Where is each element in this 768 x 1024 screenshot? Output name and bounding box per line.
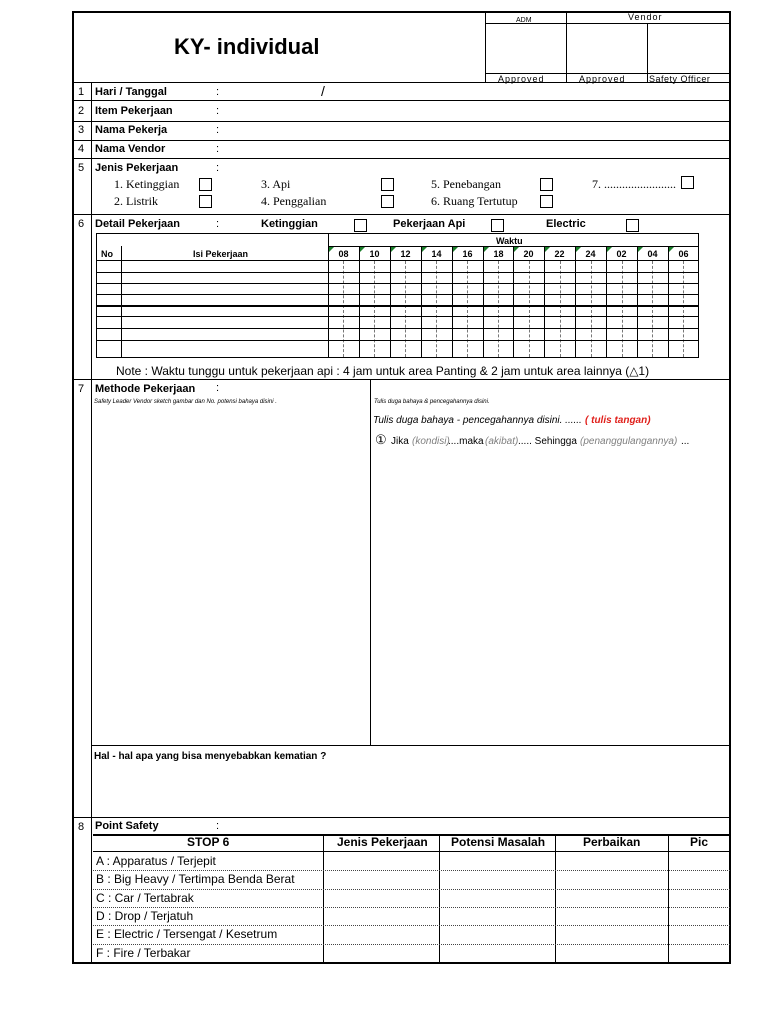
hour-column-divider [544,246,545,358]
approved-vendor: Approved [579,74,626,84]
option-penggalian-checkbox[interactable] [381,195,394,208]
option-ketinggian-label: 1. Ketinggian [114,177,180,191]
item-pekerjaan-colon: : [216,105,220,117]
row-number-2: 2 [78,105,85,117]
detail-no-divider [121,246,122,358]
safety-header-potensi: Potensi Masalah [451,835,546,849]
hour-label: 10 [369,249,380,259]
row-line-8 [72,817,731,818]
safety-row-line [93,889,730,890]
hour-label: 22 [554,249,565,259]
nama-pekerja-colon: : [216,124,220,136]
option-ruang-tertutup-label: 6. Ruang Tertutup [431,194,518,208]
hour-column-divider [637,246,638,358]
row-number-3: 3 [78,124,85,136]
safety-col-divider-2 [439,834,440,962]
methode-bottom-line [91,745,731,746]
hour-column-divider [606,246,607,358]
hour-column-divider [668,246,669,358]
option-other-checkbox[interactable] [681,176,694,189]
hour-half-divider [436,261,437,357]
row-line-5 [72,158,731,159]
safety-col-divider-3 [555,834,556,962]
row-line-2 [72,100,731,101]
hour-label: 24 [585,249,596,259]
row-number-4: 4 [78,143,85,155]
example-maka: ....maka [448,436,484,447]
safety-officer-label: Safety Officer [649,74,711,84]
hour-column-divider [452,246,453,358]
option-ketinggian-checkbox[interactable] [199,178,212,191]
point-safety-colon: : [216,820,220,832]
hour-label: 20 [523,249,534,259]
safety-row-label: A : Apparatus / Terjepit [96,854,216,868]
row-number-1: 1 [78,86,85,98]
hour-half-divider [374,261,375,357]
row-line-4 [72,140,731,141]
hari-tanggal-slash: / [321,83,325,99]
row-number-6: 6 [78,218,85,230]
detail-no-header: No [101,249,113,259]
safety-row-line [93,925,730,926]
nama-pekerja-label: Nama Pekerja [95,124,168,136]
detail-ketinggian-label: Ketinggian [261,218,318,230]
safety-header-bottom [93,851,730,852]
row-line-1 [72,82,731,83]
example-jika: Jika [391,436,409,447]
detail-isi-header: Isi Pekerjaan [193,249,249,259]
methode-divider [370,379,371,745]
safety-row-line [93,870,730,871]
hour-column-divider [359,246,360,358]
fire-wait-note: Note : Waktu tunggu untuk pekerjaan api : 4 jam untuk area Panting & 2 jam untuk area lainnya (△1) [116,364,650,378]
hour-half-divider [405,261,406,357]
detail-row-line [96,316,699,317]
duga-bahaya-instruction: Tulis duga bahaya - pencegahannya disini. ...... [373,415,582,426]
hour-label: 02 [616,249,627,259]
hour-column-divider [575,246,576,358]
vendor-label: Vendor [628,12,663,22]
hari-tanggal-label: Hari / Tanggal [95,86,167,98]
safety-header-perbaikan: Perbaikan [583,835,641,849]
hour-half-divider [652,261,653,357]
hour-label: 08 [338,249,349,259]
sketch-instruction: Safety Leader Vendor sketch gambar dan No. potensi bahaya disini . [94,399,277,405]
option-api-checkbox[interactable] [381,178,394,191]
example-penanggulangan: (penanggulangannya) [580,436,678,447]
detail-row-line [96,328,699,329]
row-number-7: 7 [78,383,85,395]
methode-pekerjaan-label: Methode Pekerjaan [95,383,196,395]
safety-header-pic: Pic [690,835,709,849]
safety-row-line [93,944,730,945]
hour-half-divider [683,261,684,357]
jenis-pekerjaan-label: Jenis Pekerjaan [95,162,179,174]
detail-row-line [96,340,699,341]
example-circle-number: ① [375,432,387,447]
hour-half-divider [591,261,592,357]
detail-pekerjaan-colon: : [216,218,220,230]
methode-colon: : [216,382,220,394]
hour-label: 14 [431,249,442,259]
option-penebangan-checkbox[interactable] [540,178,553,191]
option-listrik-checkbox[interactable] [199,195,212,208]
waktu-header: Waktu [496,236,523,246]
hour-half-divider [560,261,561,357]
safety-row-label: E : Electric / Tersengat / Kesetrum [96,927,278,941]
hour-half-divider [622,261,623,357]
approved-adm: Approved [498,74,545,84]
row-number-5: 5 [78,162,85,174]
safety-header-jenis: Jenis Pekerjaan [337,835,428,849]
row-line-3 [72,121,731,122]
hour-half-divider [467,261,468,357]
detail-electric-checkbox[interactable] [626,219,639,232]
detail-pekerjaan-label: Detail Pekerjaan [95,218,180,230]
safety-col-divider-1 [323,834,324,962]
detail-row-line [96,294,699,295]
item-pekerjaan-label: Item Pekerjaan [95,105,173,117]
safety-row-line [93,907,730,908]
hour-label: 18 [493,249,504,259]
hour-column-divider [483,246,484,358]
hour-column-divider [390,246,391,358]
safety-row-label: B : Big Heavy / Tertimpa Benda Berat [96,872,295,886]
hour-label: 06 [678,249,689,259]
ky-form [72,11,731,964]
option-penggalian-label: 4. Penggalian [261,194,327,208]
hour-label: 04 [647,249,658,259]
duga-bahaya-small: Tulis duga bahaya & pencegahannya disini. [374,399,490,405]
hour-half-divider [498,261,499,357]
detail-row-line [96,283,699,284]
nama-vendor-label: Nama Vendor [95,143,166,155]
point-safety-label: Point Safety [95,820,159,832]
hari-tanggal-colon: : [216,86,220,98]
row-line-6 [72,214,731,215]
tulis-tangan-note: ( tulis tangan) [585,415,651,426]
option-ruang-tertutup-checkbox[interactable] [540,195,553,208]
option-listrik-label: 2. Listrik [114,194,158,208]
row-number-8: 8 [78,821,85,833]
safety-header-stop6: STOP 6 [187,835,230,849]
detail-api-label: Pekerjaan Api [393,218,466,230]
detail-ketinggian-checkbox[interactable] [354,219,367,232]
example-kondisi: (kondisi) [412,436,450,447]
form-title: KY- individual [174,34,320,59]
jenis-pekerjaan-colon: : [216,162,220,174]
hour-half-divider [529,261,530,357]
hour-label: 16 [462,249,473,259]
row-line-7 [72,379,731,380]
hour-half-divider [343,261,344,357]
detail-row-line [96,272,699,273]
option-other-label: 7. ........................ [592,177,676,191]
hour-column-divider [513,246,514,358]
detail-electric-label: Electric [546,218,586,230]
safety-col-divider-4 [668,834,669,962]
option-api-label: 3. Api [261,177,291,191]
option-penebangan-label: 5. Penebangan [431,177,501,191]
kematian-question: Hal - hal apa yang bisa menyebabkan kematian ? [94,751,327,762]
hour-label: 12 [400,249,411,259]
nama-vendor-colon: : [216,143,220,155]
example-sehingga: ..... Sehingga [518,436,577,447]
safety-row-label: D : Drop / Terjatuh [96,909,194,923]
detail-api-checkbox[interactable] [491,219,504,232]
example-akibat: (akibat) [485,436,519,447]
hour-column-divider [421,246,422,358]
safety-row-label: F : Fire / Terbakar [96,946,191,960]
safety-row-label: C : Car / Tertabrak [96,891,194,905]
detail-row-line [96,305,699,307]
example-ellipsis: ... [681,436,690,447]
adm-label: ADM [516,17,532,24]
